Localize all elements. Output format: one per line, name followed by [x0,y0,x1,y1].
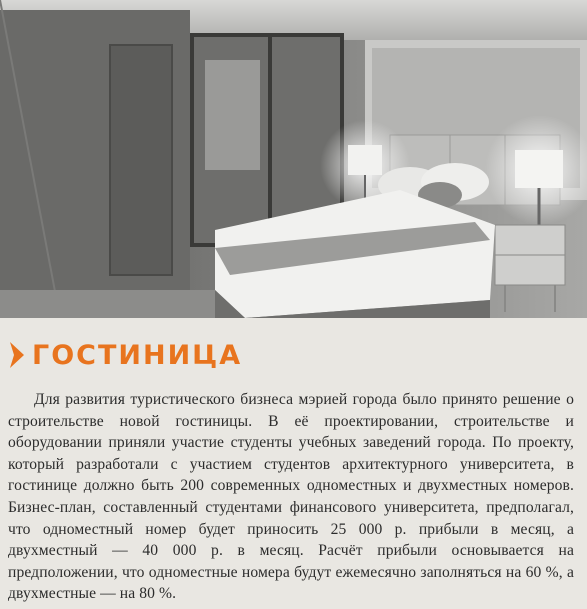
section-title: ГОСТИНИЦА [32,339,243,371]
chevron-right-icon [10,342,24,368]
body-paragraph: Для развития туристического бизнеса мэрией города было принято решение о строительстве новой гостиницы. В её проектировании, строительстве и оборудовании приняли участие студенты учебных заведений города. По проекту, который разработали с участием студентов архитектурного университета, в гостинице должно быть 200 современных одноместных и двухместных номеров. Бизнес-план, составленный студентами финансового университета, предполагал, что одноместный номер будет приносить 25 000 р. прибыли в месяц, а двухместный — 40 000 р. в месяц. Расчёт прибыли основывается на предположении, что одноместные номера будут ежемесячно заполняться на 60 %, а двухместные — на 80 %. [8,391,574,603]
section-heading [10,335,242,375]
